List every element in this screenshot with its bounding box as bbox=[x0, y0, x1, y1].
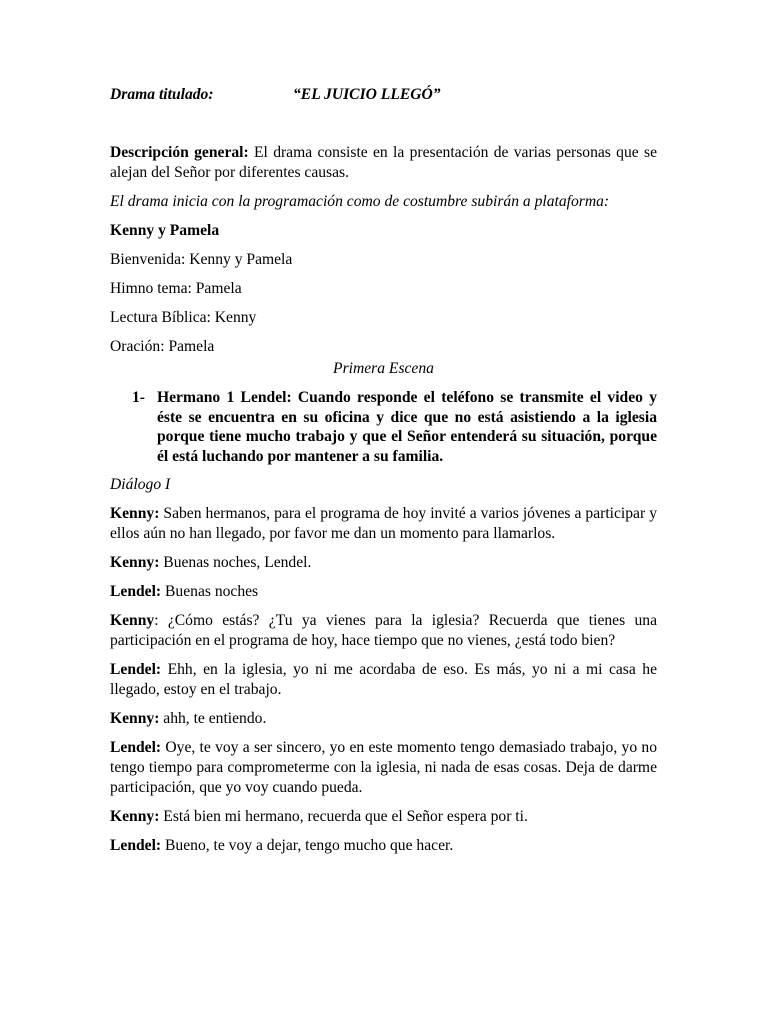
dialogue-line bbox=[110, 504, 657, 544]
title-row bbox=[110, 86, 657, 106]
dialogue-text: Buenas noches, Lendel. bbox=[159, 554, 312, 571]
speaker-name: Lendel: bbox=[110, 739, 162, 756]
scene-item-number: 1- bbox=[132, 389, 145, 406]
scene-list-item bbox=[110, 388, 657, 466]
drama-title: “EL JUICIO LLEGÓ” bbox=[293, 86, 441, 103]
dialogue-text: Buenas noches bbox=[161, 583, 259, 600]
dialogue-line bbox=[110, 611, 657, 651]
scene-heading: Primera Escena bbox=[333, 360, 434, 377]
dialogue-line bbox=[110, 807, 657, 827]
program-item-reading: Lectura Bíblica: Kenny bbox=[110, 309, 257, 326]
program-item-welcome: Bienvenida: Kenny y Pamela bbox=[110, 251, 293, 268]
speaker-name: Kenny: bbox=[110, 554, 160, 571]
dialogue-text: Saben hermanos, para el programa de hoy invité a varios jóvenes a participar y ellos aún no han llegado, por favor me dan un momento para llamarlos. bbox=[110, 505, 657, 542]
dialogue-text: Está bien mi hermano, recuerda que el Señor espera por ti. bbox=[159, 808, 528, 825]
speaker-name: Kenny: bbox=[110, 505, 160, 522]
description-paragraph bbox=[110, 143, 657, 183]
dialogue-line bbox=[110, 660, 657, 700]
scene-item-text: Hermano 1 Lendel: Cuando responde el teléfono se transmite el video y éste se encuentra en su oficina y dice que no está asistiendo a la iglesia porque tiene mucho trabajo y que el Señor entenderá su situación, porque él está luchando por mantener a su familia. bbox=[157, 389, 657, 465]
speaker-name: Lendel: bbox=[110, 837, 162, 854]
dialogue-line bbox=[110, 738, 657, 798]
document-page bbox=[110, 86, 657, 865]
dialogue-line bbox=[110, 582, 657, 602]
speaker-name: Kenny: bbox=[110, 710, 160, 727]
intro-paragraph: El drama inicia con la programación como de costumbre subirán a plataforma: bbox=[110, 193, 610, 210]
program-item-hymn: Himno tema: Pamela bbox=[110, 280, 242, 297]
speaker-name: Kenny: bbox=[110, 808, 160, 825]
dialogue-text: Bueno, te voy a dejar, tengo mucho que hacer. bbox=[161, 837, 454, 854]
speaker-name: Lendel: bbox=[110, 583, 162, 600]
drama-label: Drama titulado: bbox=[110, 86, 214, 103]
dialogue-text: Ehh, en la iglesia, yo ni me acordaba de eso. Es más, yo ni a mi casa he llegado, estoy en el trabajo. bbox=[110, 661, 657, 698]
dialogue-text: Oye, te voy a ser sincero, yo en este momento tengo demasiado trabajo, yo no tengo tiempo para comprometerme con la iglesia, ni nada de esas cosas. Deja de darme participación, que yo voy cuando pueda. bbox=[110, 739, 657, 796]
dialogue-line bbox=[110, 553, 657, 573]
dialogue-text: ahh, te entiendo. bbox=[159, 710, 267, 727]
speaker-name: Lendel: bbox=[110, 661, 162, 678]
dialogue-line bbox=[110, 709, 657, 729]
dialogue-line bbox=[110, 836, 657, 856]
program-item-prayer: Oración: Pamela bbox=[110, 338, 215, 355]
speaker-name: Kenny bbox=[110, 612, 155, 629]
dialogue-text: : ¿Cómo estás? ¿Tu ya vienes para la iglesia? Recuerda que tienes una participación en el programa de hoy, hace tiempo que no vienes, ¿está todo bien? bbox=[110, 612, 657, 649]
description-label: Descripción general: bbox=[110, 144, 249, 161]
dialogue-heading: Diálogo I bbox=[110, 476, 171, 493]
description-text: El drama consiste en la presentación de varias personas que se alejan del Señor por diferentes causas. bbox=[110, 144, 658, 181]
hosts-paragraph: Kenny y Pamela bbox=[110, 222, 220, 239]
